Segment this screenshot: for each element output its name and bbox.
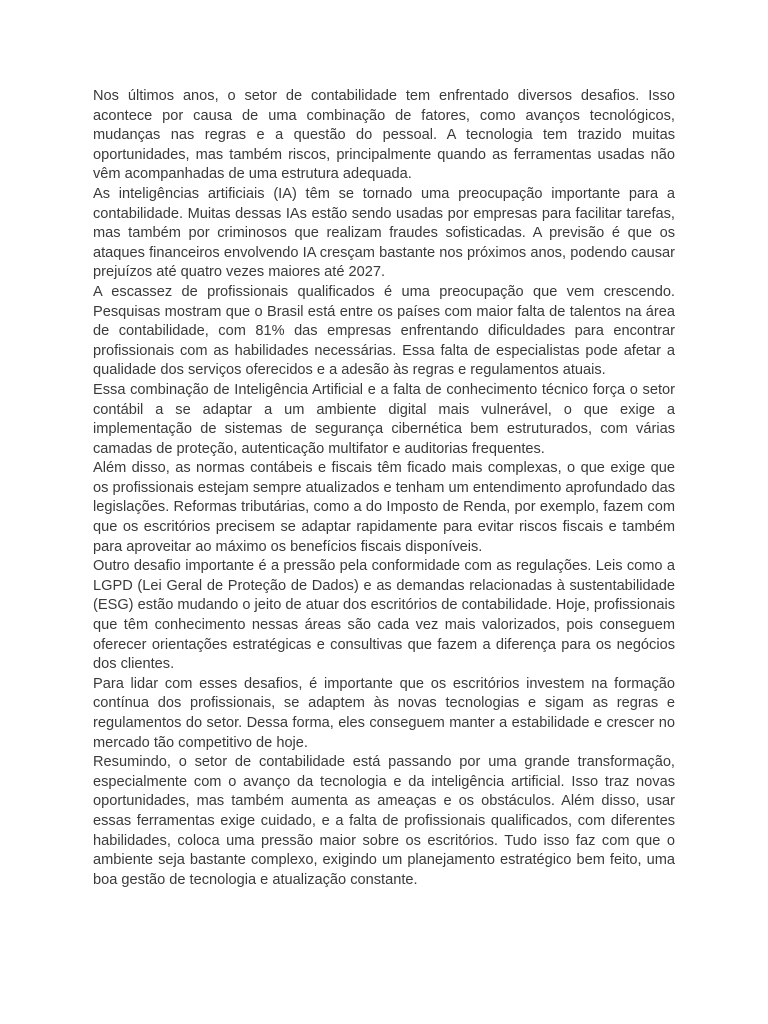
paragraph-7: Para lidar com esses desafios, é importante que os escritórios investem na formação contínua dos profissionais, se adaptem às novas tecnologias e sigam as regras e regulamentos do setor. Dessa forma, eles conseguem manter a estabilidade e crescer no mercado tão competitivo de hoje. [93, 675, 675, 751]
document-body [93, 87, 675, 890]
paragraph-2: As inteligências artificiais (IA) têm se tornado uma preocupação importante para a contabilidade. Muitas dessas IAs estão sendo usadas por empresas para facilitar tarefas, mas também por criminosos que realizam fraudes sofisticadas. A previsão é que os ataques financeiros envolvendo IA cresçam bastante nos próximos anos, podendo causar prejuízos até quatro vezes maiores até 2027. [93, 185, 675, 281]
paragraph-8: Resumindo, o setor de contabilidade está passando por uma grande transformação, especialmente com o avanço da tecnologia e da inteligência artificial. Isso traz novas oportunidades, mas também aumenta as ameaças e os obstáculos. Além disso, usar essas ferramentas exige cuidado, e a falta de profissionais qualificados, com diferentes habilidades, coloca uma pressão maior sobre os escritórios. Tudo isso faz com que o ambiente seja bastante complexo, exigindo um planejamento estratégico bem feito, uma boa gestão de tecnologia e atualização constante. [93, 754, 675, 888]
paragraph-4: Essa combinação de Inteligência Artificial e a falta de conhecimento técnico força o setor contábil a se adaptar a um ambiente digital mais vulnerável, o que exige a implementação de sistemas de segurança cibernética bem estruturados, com várias camadas de proteção, autenticação multifator e auditorias frequentes. [93, 381, 675, 457]
paragraph-1: Nos últimos anos, o setor de contabilidade tem enfrentado diversos desafios. Isso acontece por causa de uma combinação de fatores, como avanços tecnológicos, mudanças nas regras e a questão do pessoal. A tecnologia tem trazido muitas oportunidades, mas também riscos, principalmente quando as ferramentas usadas não vêm acompanhadas de uma estrutura adequada. [93, 88, 675, 183]
paragraph-6: Outro desafio importante é a pressão pela conformidade com as regulações. Leis como a LGPD (Lei Geral de Proteção de Dados) e as demandas relacionadas à sustentabilidade (ESG) estão mudando o jeito de atuar dos escritórios de contabilidade. Hoje, profissionais que têm conhecimento nessas áreas são cada vez mais valorizados, pois conseguem oferecer orientações estratégicas e consultivas que fazem a diferença para os negócios dos clientes. [93, 558, 675, 673]
paragraph-5: Além disso, as normas contábeis e fiscais têm ficado mais complexas, o que exige que os profissionais estejam sempre atualizados e tenham um entendimento aprofundado das legislações. Reformas tributárias, como a do Imposto de Renda, por exemplo, fazem com que os escritórios precisem se adaptar rapidamente para evitar riscos fiscais e também para aproveitar ao máximo os benefícios fiscais disponíveis. [93, 460, 675, 555]
paragraph-3: A escassez de profissionais qualificados é uma preocupação que vem crescendo. Pesquisas mostram que o Brasil está entre os países com maior falta de talentos na área de contabilidade, com 81% das empresas enfrentando dificuldades para encontrar profissionais com as habilidades necessárias. Essa falta de especialistas pode afetar a qualidade dos serviços oferecidos e a adesão às regras e regulamentos atuais. [93, 283, 675, 379]
